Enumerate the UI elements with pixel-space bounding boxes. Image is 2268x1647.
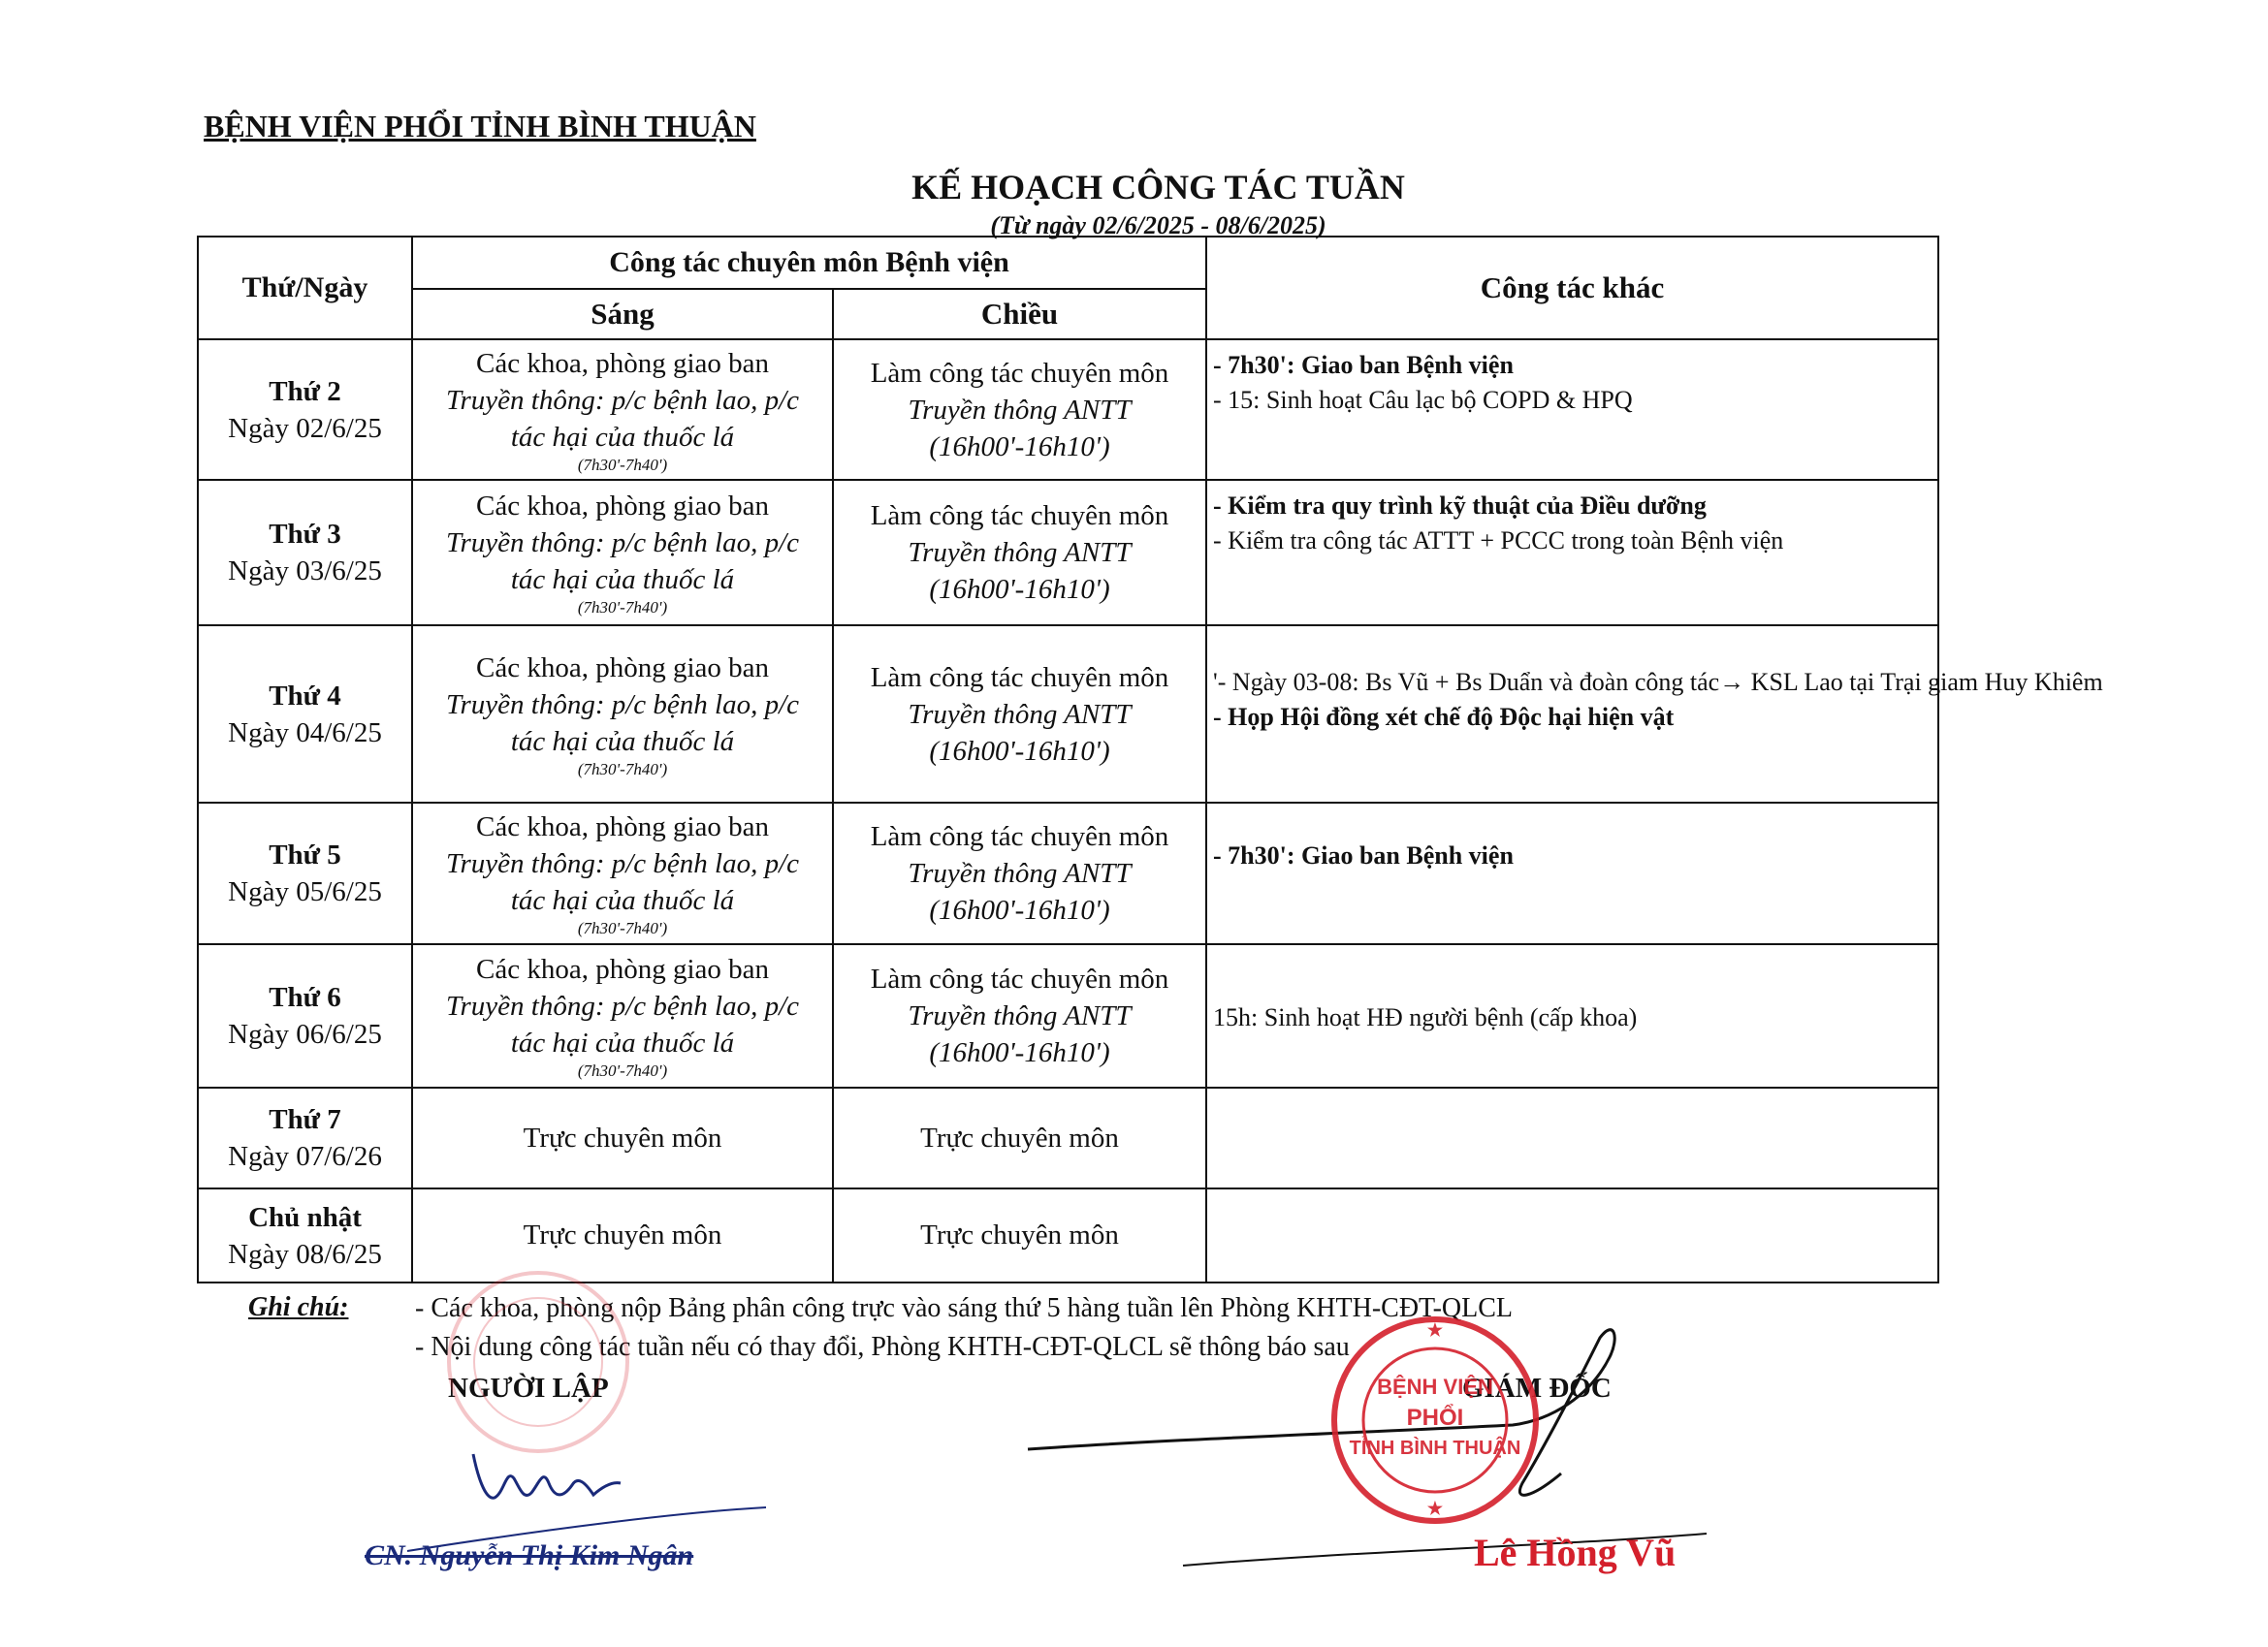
day-date: Ngày 08/6/25: [228, 1238, 382, 1270]
preparer-title: NGƯỜI LẬP: [448, 1373, 609, 1404]
document-title: KẾ HOẠCH CÔNG TÁC TUẦN: [911, 168, 1405, 206]
morning-communication-cont: tác hại của thuốc lá: [510, 885, 735, 916]
day-name: Thứ 3: [269, 519, 341, 550]
other-item: '- Ngày 03-08: Bs Vũ + Bs Duẩn và đoàn công tác→ KSL Lao tại Trại giam Huy Khiêm: [1213, 668, 2103, 696]
preparer-signature: [473, 1454, 621, 1498]
afternoon-time: (16h00'-16h10'): [929, 574, 1110, 605]
day-name: Thứ 6: [269, 982, 341, 1013]
day-name: Thứ 7: [269, 1104, 341, 1135]
morning-duty-cell: Trực chuyên môn: [412, 1088, 833, 1188]
morning-duty-cell: Trực chuyên môn: [412, 1188, 833, 1283]
seal-line: TỈNH BÌNH THUẬN: [1349, 1438, 1521, 1459]
header-morning: Sáng: [412, 289, 833, 339]
afternoon-communication: Truyền thông ANTT: [908, 537, 1132, 568]
morning-communication-cont: tác hại của thuốc lá: [510, 564, 735, 595]
day-name: Thứ 2: [269, 375, 341, 407]
morning-communication-cont: tác hại của thuốc lá: [510, 1028, 735, 1059]
afternoon-time: (16h00'-16h10'): [929, 1037, 1110, 1068]
notes-label: Ghi chú:: [248, 1292, 349, 1322]
seal-star-icon: ★: [1426, 1499, 1444, 1518]
morning-communication-cont: tác hại của thuốc lá: [510, 725, 735, 757]
other-item: - Kiểm tra công tác ATTT + PCCC trong toàn Bệnh viện: [1213, 526, 1784, 554]
preparer-name: CN. Nguyễn Thị Kim Ngân: [365, 1539, 694, 1571]
afternoon-time: (16h00'-16h10'): [929, 430, 1110, 462]
morning-communication: Truyền thông: p/c bệnh lao, p/c: [445, 384, 800, 416]
morning-briefing: Các khoa, phòng giao ban: [475, 491, 769, 522]
afternoon-work: Làm công tác chuyên môn: [870, 500, 1169, 531]
document-date-range: (Từ ngày 02/6/2025 - 08/6/2025): [990, 211, 1326, 239]
header-professional-work: Công tác chuyên môn Bệnh viện: [412, 237, 1206, 289]
morning-communication: Truyền thông: p/c bệnh lao, p/c: [445, 848, 800, 879]
day-date: Ngày 04/6/25: [228, 716, 382, 748]
morning-time: (7h30'-7h40'): [577, 759, 668, 778]
other-item: - 7h30': Giao ban Bệnh viện: [1213, 351, 1514, 379]
morning-briefing: Các khoa, phòng giao ban: [475, 954, 769, 985]
morning-communication-cont: tác hại của thuốc lá: [510, 421, 735, 453]
director-signature-stroke: [1028, 1330, 1614, 1496]
department-stamp: [449, 1273, 627, 1451]
afternoon-work: Làm công tác chuyên môn: [870, 821, 1169, 852]
day-date: Ngày 06/6/25: [228, 1019, 382, 1050]
other-item: 15h: Sinh hoạt HĐ người bệnh (cấp khoa): [1213, 1003, 1638, 1031]
hospital-seal: [1334, 1319, 1536, 1521]
other-item: - Kiểm tra quy trình kỹ thuật của Điều dưỡng: [1213, 491, 1707, 520]
other-item: - 7h30': Giao ban Bệnh viện: [1213, 841, 1514, 870]
afternoon-time: (16h00'-16h10'): [929, 895, 1110, 926]
seal-line: BỆNH VIỆN: [1377, 1375, 1493, 1399]
note-line: - Các khoa, phòng nộp Bảng phân công trực vào sáng thứ 5 hàng tuần lên Phòng KHTH-CĐT-QLCL: [415, 1293, 1514, 1323]
day-date: Ngày 03/6/25: [228, 555, 382, 586]
afternoon-duty-cell: Trực chuyên môn: [833, 1088, 1206, 1188]
afternoon-communication: Truyền thông ANTT: [908, 698, 1132, 730]
header-afternoon: Chiều: [833, 289, 1206, 339]
afternoon-work: Làm công tác chuyên môn: [870, 964, 1169, 995]
day-date: Ngày 07/6/26: [228, 1141, 382, 1172]
day-name: Thứ 4: [269, 680, 341, 712]
morning-communication: Truyền thông: p/c bệnh lao, p/c: [445, 991, 800, 1022]
afternoon-time: (16h00'-16h10'): [929, 735, 1110, 767]
morning-communication: Truyền thông: p/c bệnh lao, p/c: [445, 527, 800, 558]
morning-communication: Truyền thông: p/c bệnh lao, p/c: [445, 688, 800, 720]
morning-time: (7h30'-7h40'): [577, 919, 668, 937]
morning-time: (7h30'-7h40'): [577, 455, 668, 474]
director-title: GIÁM ĐỐC: [1462, 1373, 1612, 1404]
header-other-work: Công tác khác: [1206, 237, 1938, 339]
seal-line: PHỔI: [1406, 1405, 1464, 1431]
afternoon-communication: Truyền thông ANTT: [908, 394, 1132, 426]
afternoon-communication: Truyền thông ANTT: [908, 1000, 1132, 1031]
seal-star-icon: ★: [1426, 1320, 1444, 1340]
day-date: Ngày 05/6/25: [228, 876, 382, 907]
other-item: - 15: Sinh hoạt Câu lạc bộ COPD & HPQ: [1213, 386, 1633, 414]
hospital-name: BỆNH VIỆN PHỔI TỈNH BÌNH THUẬN: [204, 109, 756, 143]
day-name: Chủ nhật: [248, 1201, 362, 1233]
morning-briefing: Các khoa, phòng giao ban: [475, 651, 769, 683]
day-date: Ngày 02/6/25: [228, 412, 382, 444]
morning-briefing: Các khoa, phòng giao ban: [475, 347, 769, 379]
note-line: - Nội dung công tác tuần nếu có thay đổi, Phòng KHTH-CĐT-QLCL sẽ thông báo sau: [415, 1332, 1350, 1362]
morning-time: (7h30'-7h40'): [577, 598, 668, 617]
afternoon-duty-cell: Trực chuyên môn: [833, 1188, 1206, 1283]
afternoon-communication: Truyền thông ANTT: [908, 858, 1132, 889]
director-name: Lê Hồng Vũ: [1474, 1531, 1677, 1574]
afternoon-work: Làm công tác chuyên môn: [870, 661, 1169, 693]
other-item: - Họp Hội đồng xét chế độ Độc hại hiện vật: [1213, 703, 1675, 731]
header-day: Thứ/Ngày: [198, 237, 412, 339]
morning-briefing: Các khoa, phòng giao ban: [475, 811, 769, 842]
morning-time: (7h30'-7h40'): [577, 1061, 668, 1080]
afternoon-work: Làm công tác chuyên môn: [870, 357, 1169, 389]
day-name: Thứ 5: [269, 839, 341, 871]
